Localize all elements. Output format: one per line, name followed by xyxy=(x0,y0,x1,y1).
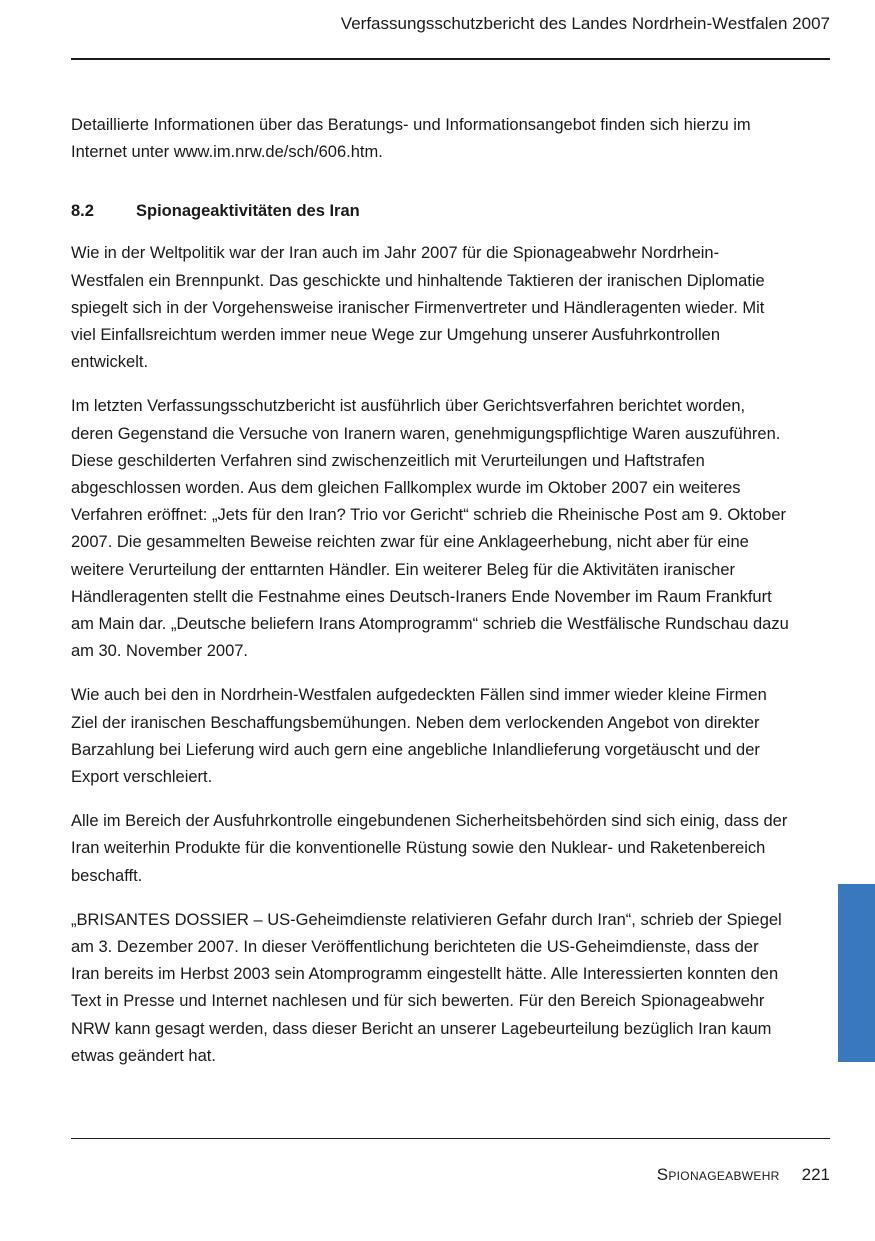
paragraph-4: Alle im Bereich der Ausfuhrkontrolle eingebundenen Sicherheitsbehörden sind sich einig, dass der Iran weiterhin Produkte für die konventionelle Rüstung sowie den Nuklear- und Raketenbereich beschafft. xyxy=(71,812,788,885)
section-title: Spionageaktivitäten des Iran xyxy=(136,202,360,221)
page-number: 221 xyxy=(801,1165,830,1184)
section-number: 8.2 xyxy=(71,202,94,221)
page-footer xyxy=(657,1163,830,1187)
header-divider xyxy=(71,58,830,60)
intro-paragraph: Detaillierte Informationen über das Beratungs- und Informationsangebot finden sich hierzu im Internet unter www.im.nrw.de/sch/606.htm. xyxy=(71,116,751,162)
running-header: Verfassungsschutzbericht des Landes Nordrhein-Westfalen 2007 xyxy=(340,14,830,33)
chapter-tab-marker xyxy=(838,884,875,1062)
footer-divider xyxy=(71,1138,830,1139)
page-body xyxy=(71,112,789,1087)
paragraph-3: Wie auch bei den in Nordrhein-Westfalen aufgedeckten Fällen sind immer wieder kleine Firmen Ziel der iranischen Beschaffungsbemühungen. Neben dem verlockenden Angebot von direkter Barzahlung bei Lieferung wird auch gern eine angebliche Inlandlieferung vorgetäuscht und der Export verschleiert. xyxy=(71,686,767,787)
paragraph-1: Wie in der Weltpolitik war der Iran auch im Jahr 2007 für die Spionageabwehr Nordrhein-Westfalen ein Brennpunkt. Das geschickte und hinhaltende Taktieren der iranischen Diplomatie spiegelt sich in der Vorgehensweise iranischer Firmenvertreter und Händleragenten wieder. Mit viel Einfallsreichtum werden immer neue Wege zur Umgehung unserer Ausfuhrkontrollen entwickelt. xyxy=(71,244,765,372)
footer-section-label: Spionageabwehr xyxy=(656,1165,780,1184)
section-heading xyxy=(71,198,789,225)
paragraph-5: „BRISANTES DOSSIER – US-Geheimdienste relativieren Gefahr durch Iran“, schrieb der Spiegel am 3. Dezember 2007. In dieser Veröffentlichung berichteten die US-Geheimdienste, dass der Iran bereits im Herbst 2003 sein Atomprogramm eingestellt hätte. Alle Interessierten konnten den Text in Presse und Internet nachlesen und für sich bewerten. Für den Bereich Spionageabwehr NRW kann gesagt werden, dass dieser Bericht an unserer Lagebeurteilung bezüglich Iran kaum etwas geändert hat. xyxy=(71,910,782,1065)
paragraph-2: Im letzten Verfassungsschutzbericht ist ausführlich über Gerichtsverfahren berichtet worden, deren Gegenstand die Versuche von Iranern waren, genehmigungspflichtige Waren auszuführen. Diese geschilderten Verfahren sind zwischenzeitlich mit Verurteilungen und Haftstrafen abgeschlossen worden. Aus dem gleichen Fallkomplex wurde im Oktober 2007 ein weiteres Verfahren eröffnet: „Jets für den Iran? Trio vor Gericht“ schrieb die Rheinische Post am 9. Oktober 2007. Die gesammelten Beweise reichten zwar für eine Anklageerhebung, nicht aber für eine weitere Verurteilung der enttarnten Händler. Ein weiterer Beleg für die Aktivitäten iranischer Händleragenten stellt die Festnahme eines Deutsch-Iraners Ende November im Raum Frankfurt am Main dar. „Deutsche beliefern Irans Atomprogramm“ schrieb die Westfälische Rundschau dazu am 30. November 2007. xyxy=(71,397,789,661)
